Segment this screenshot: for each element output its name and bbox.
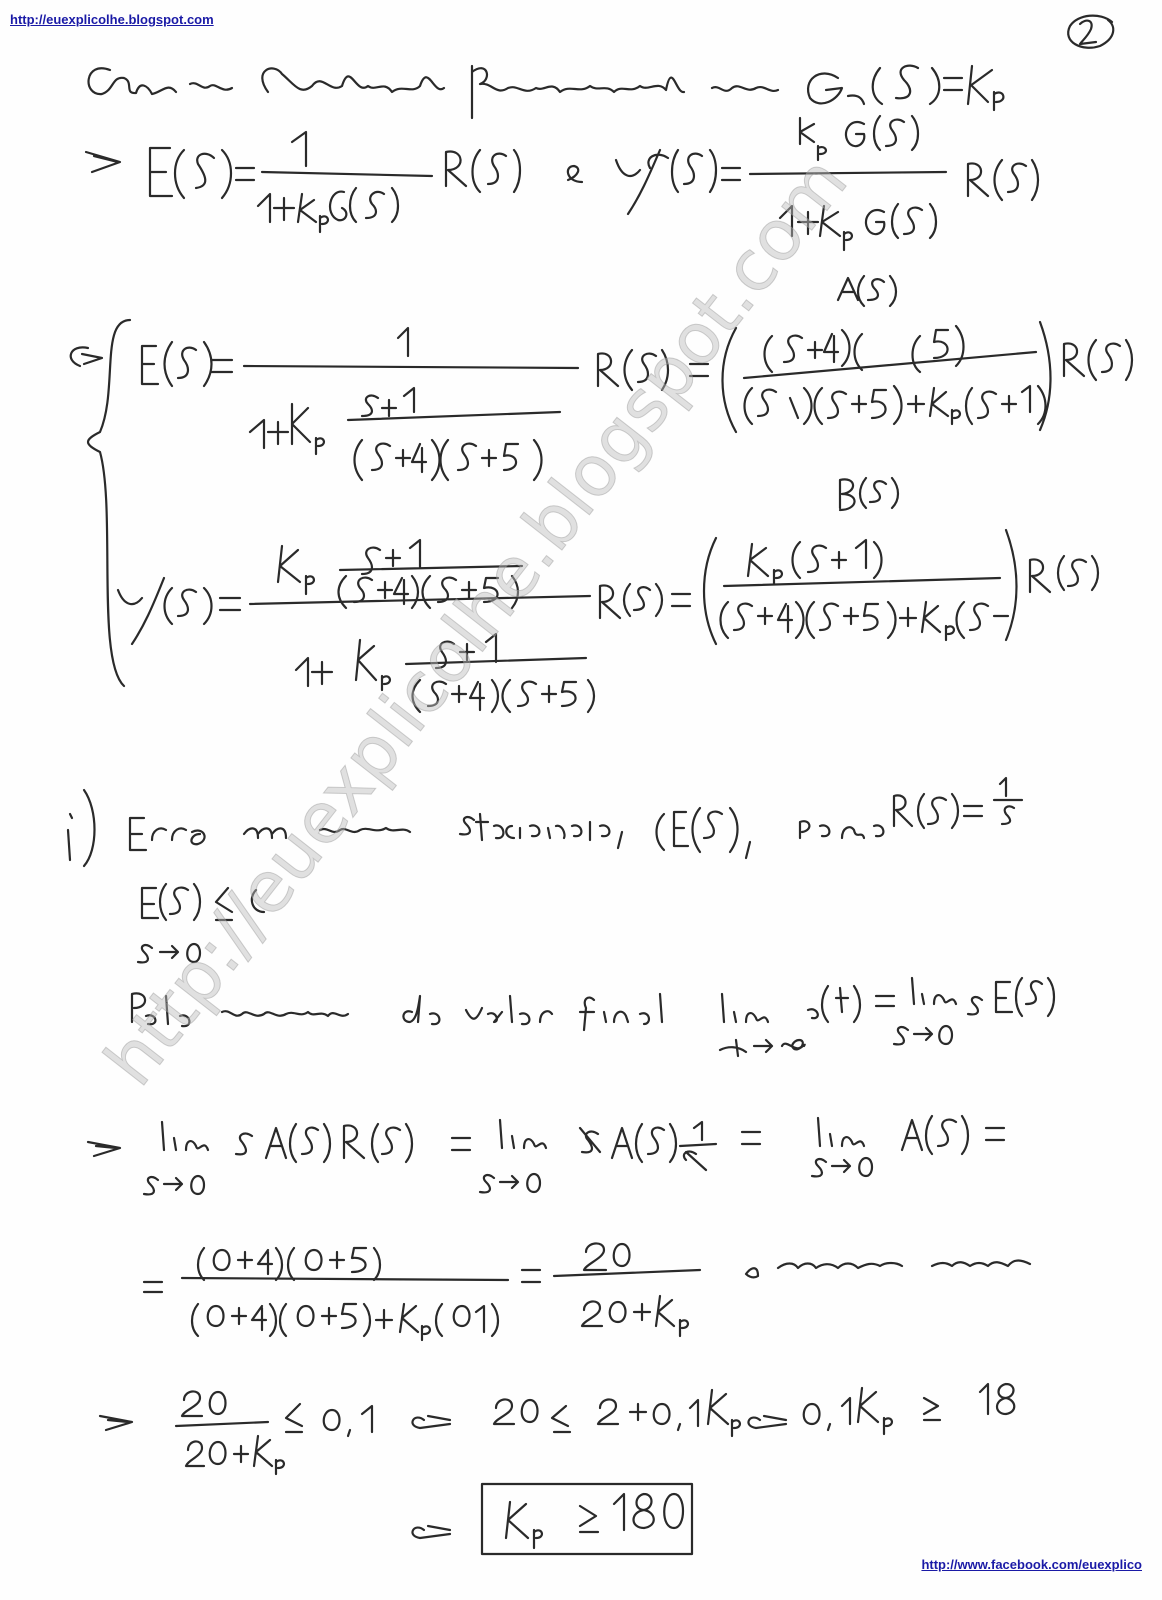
- facebook-link[interactable]: http://www.facebook.com/euexplico: [921, 1557, 1142, 1572]
- blog-link[interactable]: http://euexplicolhe.blogspot.com: [10, 12, 214, 27]
- watermark: http://euexplicolhe.blogspot.com: [88, 141, 864, 1101]
